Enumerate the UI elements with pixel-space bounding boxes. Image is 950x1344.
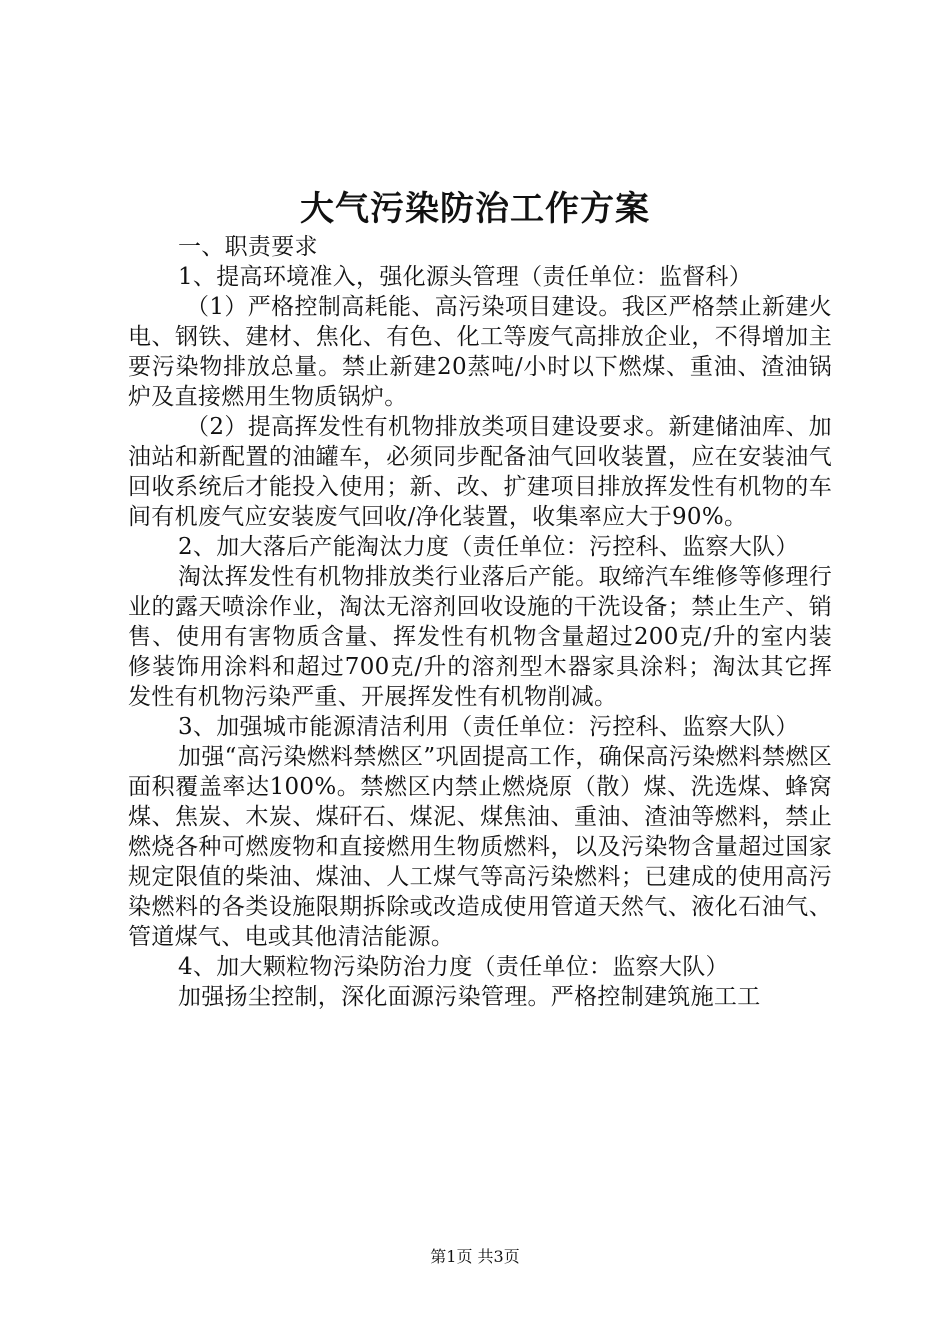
page-footer: 第1页 共3页 [430,1247,520,1266]
item-heading: 4、加大颗粒物污染防治力度（责任单位：监察大队） [178,954,729,980]
document-title: 大气污染防治工作方案 [300,189,650,229]
body-paragraph: （1）严格控制高耗能、高污染项目建设。我区严格禁止新建火电、钢铁、建材、焦化、有色、化工等废气高排放企业，不得增加主要污染物排放总量。禁止新建20蒸吨/小时以下燃煤、重油、渣油锅炉及直接燃用生物质锅炉。 [128,294,832,410]
document-body [128,232,832,1012]
item-heading: 1、提高环境准入，强化源头管理（责任单位：监督科） [178,264,753,290]
body-paragraph: 淘汰挥发性有机物排放类行业落后产能。取缔汽车维修等修理行业的露天喷涂作业，淘汰无溶剂回收设施的干洗设备；禁止生产、销售、使用有害物质含量、挥发性有机物含量超过200克/升的室内装修装饰用涂料和超过700克/升的溶剂型木器家具涂料；淘汰其它挥发性有机物污染严重、开展挥发性有机物削减。 [128,564,832,710]
item-heading: 3、加强城市能源清洁利用（责任单位：污控科、监察大队） [178,714,799,740]
section-heading: 一、职责要求 [178,234,318,260]
body-paragraph: （2）提高挥发性有机物排放类项目建设要求。新建储油库、加油站和新配置的油罐车，必须同步配备油气回收装置，应在安装油气回收系统后才能投入使用；新、改、扩建项目排放挥发性有机物的车间有机废气应安装废气回收/净化装置，收集率应大于90%。 [128,414,832,530]
item-heading: 2、加大落后产能淘汰力度（责任单位：污控科、监察大队） [178,534,799,560]
body-paragraph: 加强扬尘控制，深化面源污染管理。严格控制建筑施工工 [178,984,761,1010]
body-paragraph: 加强“高污染燃料禁燃区”巩固提高工作，确保高污染燃料禁燃区面积覆盖率达100%。禁燃区内禁止燃烧原（散）煤、洗选煤、蜂窝煤、焦炭、木炭、煤矸石、煤泥、煤焦油、重油、渣油等燃料，禁止燃烧各种可燃废物和直接燃用生物质燃料，以及污染物含量超过国家规定限值的柴油、煤油、人工煤气等高污染燃料；已建成的使用高污染燃料的各类设施限期拆除或改造成使用管道天然气、液化石油气、管道煤气、电或其他清洁能源。 [128,744,832,950]
